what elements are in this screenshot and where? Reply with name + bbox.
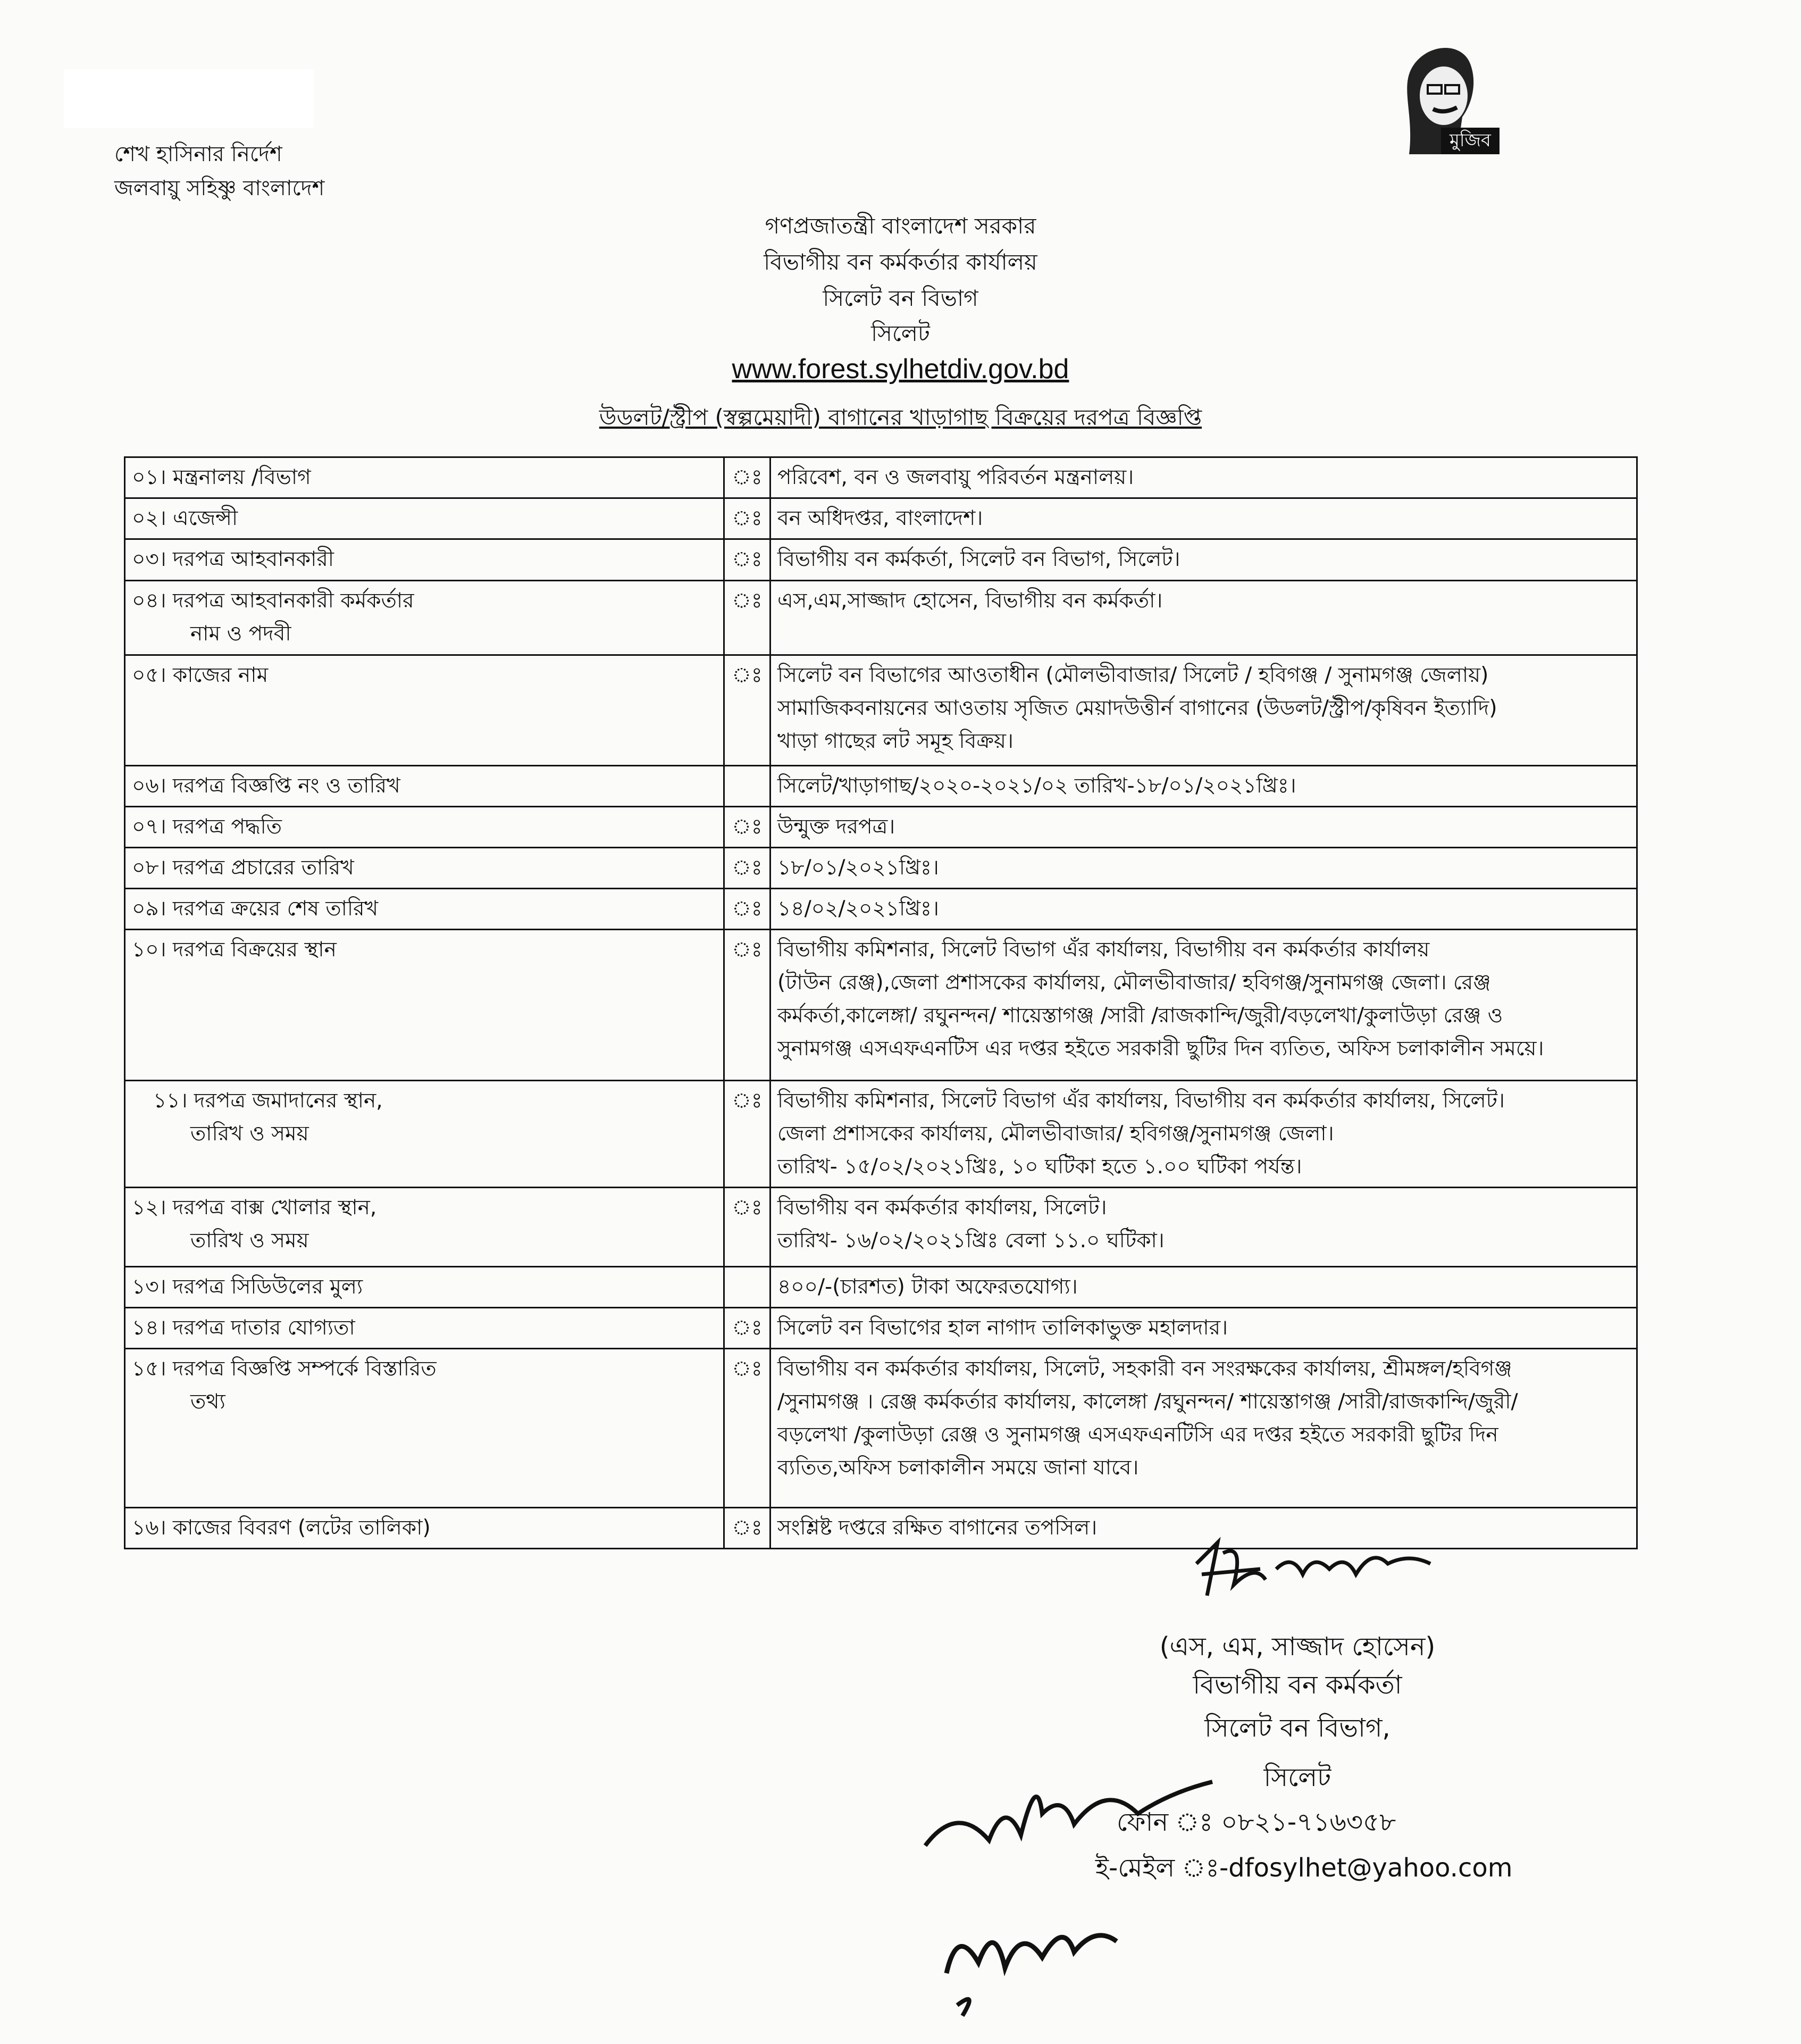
mujib-borsho-logo — [1377, 27, 1590, 165]
table-row — [125, 1349, 1637, 1508]
label-line: ১৩। দরপত্র সিডিউলের মুল্য — [132, 1275, 363, 1299]
value-line: বড়লেখা /কুলাউড়া রেঞ্জ ও সুনামগঞ্জ এসএফএনটিসি এর দপ্তর হইতে সরকারী ছুটির দিন — [777, 1423, 1498, 1447]
label-line: ০৭। দরপত্র পদ্ধতি — [132, 815, 282, 839]
separator — [724, 766, 770, 807]
value-line: ১৪/০২/২০২১খ্রিঃ। — [777, 897, 939, 921]
row-label — [125, 1267, 724, 1308]
signatory-name: (এস, এম, সাজ্জাদ হোসেন) — [1159, 1632, 1436, 1662]
row-label — [125, 807, 724, 848]
separator: ঃ — [724, 581, 770, 655]
value-line: বিভাগীয় বন কর্মকর্তার কার্যালয়, সিলেট। — [777, 1196, 1107, 1220]
table-row — [125, 889, 1637, 930]
row-value — [770, 1349, 1637, 1508]
row-label — [125, 930, 724, 1081]
handwritten-signature — [1186, 1532, 1484, 1612]
row-label — [125, 498, 724, 539]
row-label — [125, 655, 724, 766]
row-value — [770, 1308, 1637, 1349]
table-row — [125, 581, 1637, 655]
value-line: তারিখ- ১৫/০২/২০২১খ্রিঃ, ১০ ঘটিকা হতে ১.০০ ঘটিকা পর্যন্ত। — [777, 1155, 1302, 1179]
row-label — [125, 1308, 724, 1349]
value-line: পরিবেশ, বন ও জলবায়ু পরিবর্তন মন্ত্রনালয়। — [777, 465, 1134, 489]
signatory-division: সিলেট বন বিভাগ, — [1204, 1713, 1390, 1743]
row-value — [770, 655, 1637, 766]
separator: ঃ — [724, 655, 770, 766]
separator: ঃ — [724, 848, 770, 889]
separator — [724, 1267, 770, 1308]
office-line-4: সিলেট — [871, 320, 930, 346]
value-line: বিভাগীয় কমিশনার, সিলেট বিভাগ এঁর কার্যালয়, বিভাগীয় বন কর্মকর্তার কার্যালয়, সিলেট। — [777, 1089, 1505, 1113]
office-line-1: গণপ্রজাতন্ত্রী বাংলাদেশ সরকার — [765, 213, 1036, 239]
notice-title: উডলট/স্ট্রীপ (স্বল্পমেয়াদী) বাগানের খাড়াগাছ বিক্রয়ের দরপত্র বিজ্ঞপ্তি — [599, 404, 1202, 430]
separator: ঃ — [724, 930, 770, 1081]
label-line: ০৬। দরপত্র বিজ্ঞপ্তি নং ও তারিখ — [132, 774, 400, 798]
row-label — [125, 457, 724, 498]
value-line: সিলেট/খাড়াগাছ/২০২০-২০২১/০২ তারিখ-১৮/০১/২০২১খ্রিঃ। — [777, 774, 1296, 798]
label-line: তারিখ ও সময় — [190, 1122, 309, 1146]
row-value — [770, 457, 1637, 498]
value-line: বিভাগীয় বন কর্মকর্তা, সিলেট বন বিভাগ, সিলেট। — [777, 547, 1180, 571]
email-address[interactable]: ই-মেইল ঃ-dfosylhet@yahoo.com — [1095, 1853, 1513, 1883]
label-line: ১৬। কাজের বিবরণ (লটের তালিকা) — [132, 1516, 431, 1540]
separator: ঃ — [724, 807, 770, 848]
value-line: সুনামগঞ্জ এসএফএনটিস এর দপ্তর হইতে সরকারী ছুটির দিন ব্যতিত, অফিস চলাকালীন সময়ে। — [777, 1037, 1544, 1061]
table-row — [125, 498, 1637, 539]
motto-line-1: শেখ হাসিনার নির্দেশ — [114, 142, 282, 166]
value-line: সিলেট বন বিভাগের হাল নাগাদ তালিকাভুক্ত মহালদার। — [777, 1316, 1228, 1340]
table-row — [125, 1308, 1637, 1349]
value-line: এস,এম,সাজ্জাদ হোসেন, বিভাগীয় বন কর্মকর্তা। — [777, 589, 1163, 613]
separator: ঃ — [724, 1508, 770, 1549]
row-value — [770, 848, 1637, 889]
value-line: সিলেট বন বিভাগের আওতাধীন (মৌলভীবাজার/ সিলেট / হবিগঞ্জ / সুনামগঞ্জ জেলায়) — [777, 663, 1489, 687]
label-line: নাম ও পদবী — [190, 622, 291, 646]
label-line: ০৮। দরপত্র প্রচারের তারিখ — [132, 856, 354, 880]
row-value — [770, 930, 1637, 1081]
table-row — [125, 655, 1637, 766]
separator: ঃ — [724, 1081, 770, 1188]
row-value — [770, 1267, 1637, 1308]
separator: ঃ — [724, 498, 770, 539]
label-line: ০২। এজেন্সী — [132, 506, 238, 530]
separator: ঃ — [724, 889, 770, 930]
signatory-designation: বিভাগীয় বন কর্মকর্তা — [1193, 1670, 1402, 1700]
svg-text:মুজিব: মুজিব — [1450, 130, 1491, 151]
value-line: উন্মুক্ত দরপত্র। — [777, 815, 895, 839]
value-line: সামাজিকবনায়নের আওতায় সৃজিত মেয়াদউত্তীর্ন বাগানের (উডলট/স্ট্রীপ/কৃষিবন ইত্যাদি) — [777, 696, 1497, 720]
row-label — [125, 539, 724, 581]
label-line: ০৩। দরপত্র আহবানকারী — [132, 547, 334, 571]
label-line: ১২। দরপত্র বাক্স খোলার স্থান, — [132, 1196, 377, 1220]
table-row — [125, 1188, 1637, 1267]
table-row — [125, 930, 1637, 1081]
handwritten-initials-and-date — [915, 1750, 1234, 2026]
website-link[interactable]: www.forest.sylhetdiv.gov.bd — [732, 354, 1069, 385]
label-line: ১৪। দরপত্র দাতার যোগ্যতা — [132, 1316, 355, 1340]
separator: ঃ — [724, 1188, 770, 1267]
label-line: তথ্য — [190, 1390, 225, 1414]
table-row — [125, 848, 1637, 889]
value-line: জেলা প্রশাসকের কার্যালয়, মৌলভীবাজার/ হবিগঞ্জ/সুনামগঞ্জ জেলা। — [777, 1122, 1334, 1146]
label-line: ১০। দরপত্র বিক্রয়ের স্থান — [132, 938, 337, 962]
label-line: তারিখ ও সময় — [190, 1229, 309, 1253]
table-row — [125, 1081, 1637, 1188]
value-line: ব্যতিত,অফিস চলাকালীন সময়ে জানা যাবে। — [777, 1456, 1139, 1480]
table-row — [125, 539, 1637, 581]
row-value — [770, 807, 1637, 848]
value-line: (টাউন রেঞ্জ),জেলা প্রশাসকের কার্যালয়, মৌলভীবাজার/ হবিগঞ্জ/সুনামগঞ্জ জেলা। রেঞ্জ — [777, 971, 1491, 995]
row-value — [770, 539, 1637, 581]
table-row — [125, 457, 1637, 498]
row-value — [770, 766, 1637, 807]
tender-details-table — [124, 456, 1638, 1549]
separator: ঃ — [724, 1349, 770, 1508]
value-line: বন অধিদপ্তর, বাংলাদেশ। — [777, 506, 983, 530]
label-line: ০৫। কাজের নাম — [132, 663, 269, 687]
value-line: তারিখ- ১৬/০২/২০২১খ্রিঃ বেলা ১১.০ ঘটিকা। — [777, 1229, 1165, 1253]
office-line-3: সিলেট বন বিভাগ — [823, 285, 978, 311]
separator: ঃ — [724, 457, 770, 498]
row-value — [770, 498, 1637, 539]
row-label — [125, 1349, 724, 1508]
label-line: ১১। দরপত্র জমাদানের স্থান, — [153, 1089, 383, 1113]
row-value — [770, 1188, 1637, 1267]
value-line: সংশ্লিষ্ট দপ্তরে রক্ষিত বাগানের তপসিল। — [777, 1516, 1098, 1540]
label-line: ০৪। দরপত্র আহবানকারী কর্মকর্তার — [132, 589, 414, 613]
phone-number: ফোন ঃ ০৮২১-৭১৬৩৫৮ — [1117, 1807, 1396, 1837]
value-line: /সুনামগঞ্জ । রেঞ্জ কর্মকর্তার কার্যালয়, কালেঙ্গা /রঘুনন্দন/ শায়েস্তাগঞ্জ /সারী/রাজকান্দি/জুরী/ — [777, 1390, 1518, 1414]
office-line-2: বিভাগীয় বন কর্মকর্তার কার্যালয় — [764, 249, 1037, 275]
value-line: বিভাগীয় কমিশনার, সিলেট বিভাগ এঁর কার্যালয়, বিভাগীয় বন কর্মকর্তার কার্যালয় — [777, 938, 1430, 962]
row-label — [125, 766, 724, 807]
value-line: ৪০০/-(চারশত) টাকা অফেরতযোগ্য। — [777, 1275, 1078, 1299]
row-label — [125, 581, 724, 655]
separator: ঃ — [724, 539, 770, 581]
row-label — [125, 848, 724, 889]
value-line: কর্মকর্তা,কালেঙ্গা/ রঘুনন্দন/ শায়েস্তাগঞ্জ /সারী /রাজকান্দি/জুরী/বড়লেখা/কুলাউড়া রেঞ্জ ও — [777, 1004, 1503, 1028]
label-line: ০১। মন্ত্রনালয় /বিভাগ — [132, 465, 311, 489]
redacted-area — [64, 69, 314, 128]
table-row — [125, 807, 1637, 848]
separator: ঃ — [724, 1308, 770, 1349]
row-value — [770, 889, 1637, 930]
value-line: বিভাগীয় বন কর্মকর্তার কার্যালয়, সিলেট, সহকারী বন সংরক্ষকের কার্যালয়, শ্রীমঙ্গল/হবিগঞ্জ — [777, 1357, 1512, 1381]
row-value — [770, 581, 1637, 655]
label-line: ০৯। দরপত্র ক্রয়ের শেষ তারিখ — [132, 897, 379, 921]
row-label — [125, 1508, 724, 1549]
label-line: ১৫। দরপত্র বিজ্ঞপ্তি সম্পর্কে বিস্তারিত — [132, 1357, 437, 1381]
row-value — [770, 1081, 1637, 1188]
value-line: খাড়া গাছের লট সমূহ বিক্রয়। — [777, 729, 1013, 753]
value-line: ১৮/০১/২০২১খ্রিঃ। — [777, 856, 939, 880]
signatory-city: সিলেট — [1263, 1763, 1331, 1792]
motto-line-2: জলবায়ু সহিষ্ণু বাংলাদেশ — [114, 176, 325, 201]
row-label — [125, 1081, 724, 1188]
row-label — [125, 889, 724, 930]
table-row — [125, 1267, 1637, 1308]
table-row — [125, 766, 1637, 807]
row-label — [125, 1188, 724, 1267]
